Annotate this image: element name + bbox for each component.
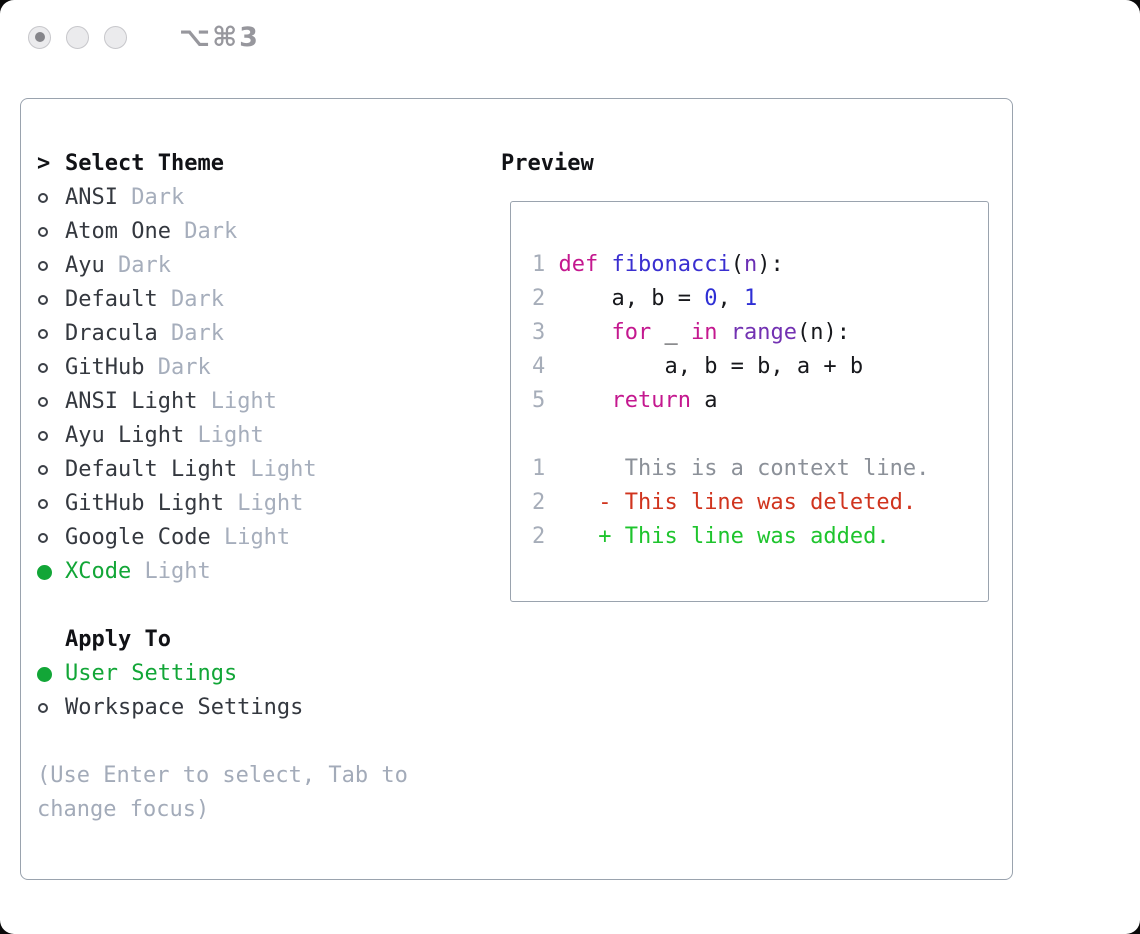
theme-option-label: Default: [65, 287, 158, 312]
theme-option-tag: Dark: [157, 321, 224, 346]
theme-option-label: XCode: [65, 559, 132, 584]
line-number: 2: [532, 524, 546, 549]
radio-selected-icon: [37, 667, 65, 682]
preview-title: Preview: [501, 151, 594, 176]
code-token: range: [730, 320, 797, 345]
code-preview: [532, 248, 988, 554]
theme-option[interactable]: [37, 487, 501, 521]
radio-unselected-icon: [37, 397, 65, 407]
prompt-icon: >: [37, 151, 51, 176]
code-line: [532, 384, 988, 418]
select-theme-header-row: [37, 147, 501, 181]
apply-to-list: [37, 657, 501, 725]
theme-option-label: GitHub: [65, 355, 145, 380]
theme-option-tag: Light: [210, 525, 291, 550]
code-token: [545, 320, 611, 345]
theme-option[interactable]: [37, 351, 501, 385]
apply-to-option-label: Workspace Settings: [65, 695, 304, 720]
theme-option[interactable]: [37, 419, 501, 453]
radio-circle: [38, 193, 48, 203]
line-number: 5: [532, 388, 546, 413]
code-token: (: [730, 252, 744, 277]
code-token: a, b =: [545, 286, 705, 311]
radio-unselected-icon: [37, 431, 65, 441]
code-token: [717, 320, 730, 345]
window-control-dot-icon[interactable]: [28, 26, 51, 49]
code-token: n: [743, 252, 758, 277]
theme-option-tag: Light: [131, 559, 211, 584]
theme-option-label: Ayu: [65, 253, 105, 278]
code-token: (n):: [796, 320, 850, 345]
theme-option-label: ANSI Light: [65, 389, 198, 414]
code-token: _: [651, 320, 691, 345]
theme-option[interactable]: [37, 283, 501, 317]
radio-circle: [37, 667, 52, 682]
radio-unselected-icon: [37, 533, 65, 543]
radio-unselected-icon: [37, 363, 65, 373]
radio-unselected-icon: [37, 227, 65, 237]
select-theme-title: Select Theme: [65, 151, 224, 176]
code-line: [532, 486, 988, 520]
line-number: 2: [532, 490, 546, 515]
theme-option-label: Ayu Light: [65, 423, 185, 448]
spacer: [37, 589, 501, 623]
theme-selector-panel: [20, 98, 1013, 880]
theme-option[interactable]: [37, 317, 501, 351]
code-token: in: [690, 320, 718, 345]
radio-unselected-icon: [37, 329, 65, 339]
theme-option-tag: Light: [184, 423, 264, 448]
code-token: + This line was added.: [545, 524, 890, 549]
code-token: 1: [743, 286, 758, 311]
theme-option-label: Dracula: [65, 321, 158, 346]
line-number: 1: [532, 456, 546, 481]
radio-circle: [38, 261, 48, 271]
radio-circle: [38, 703, 48, 713]
code-line: [532, 418, 988, 452]
code-token: fibonacci: [611, 252, 731, 277]
radio-unselected-icon: [37, 465, 65, 475]
help-text: (Use Enter to select, Tab to change focus): [37, 763, 408, 822]
theme-option[interactable]: [37, 215, 501, 249]
line-number: 2: [532, 286, 546, 311]
code-token: [545, 252, 558, 277]
theme-option-label: Atom One: [65, 219, 171, 244]
apply-to-option[interactable]: [37, 691, 501, 725]
theme-option-tag: Dark: [144, 355, 211, 380]
theme-option[interactable]: [37, 181, 501, 215]
radio-circle: [38, 431, 48, 441]
code-token: - This line was deleted.: [545, 490, 917, 515]
theme-option-tag: Dark: [117, 185, 185, 210]
window-controls: [28, 26, 127, 49]
code-token: This is a context line.: [545, 456, 930, 481]
radio-circle: [38, 295, 48, 305]
code-token: ,: [717, 286, 744, 311]
apply-to-option-label: User Settings: [65, 661, 238, 686]
theme-option-tag: Dark: [157, 287, 224, 312]
theme-list: [37, 181, 501, 589]
code-token: for: [611, 320, 652, 345]
theme-option-label: Default Light: [65, 457, 238, 482]
code-token: ):: [757, 252, 784, 277]
theme-option[interactable]: [37, 521, 501, 555]
radio-circle: [38, 499, 48, 509]
apply-to-option[interactable]: [37, 657, 501, 691]
radio-unselected-icon: [37, 703, 65, 713]
apply-to-header-row: [37, 623, 501, 657]
theme-option-tag: Light: [197, 389, 277, 414]
spacer: [37, 725, 501, 759]
window-shortcut-label: ⌥⌘3: [179, 21, 260, 53]
theme-option-tag: Light: [223, 491, 304, 516]
theme-option-tag: Light: [237, 457, 317, 482]
radio-unselected-icon: [37, 193, 65, 203]
active-dot-icon: [35, 32, 45, 42]
code-token: 0: [704, 286, 718, 311]
code-token: a: [690, 388, 718, 413]
preview-header-row: [501, 147, 1012, 181]
theme-option-label: GitHub Light: [65, 491, 224, 516]
radio-unselected-icon: [37, 261, 65, 271]
theme-option-tag: Dark: [104, 253, 171, 278]
theme-option-label: ANSI: [65, 185, 118, 210]
radio-circle: [38, 397, 48, 407]
radio-circle: [38, 363, 48, 373]
theme-option[interactable]: [37, 453, 501, 487]
code-line: [532, 248, 988, 282]
code-line: [532, 350, 988, 384]
radio-circle: [37, 565, 52, 580]
radio-circle: [38, 465, 48, 475]
theme-list-column: [37, 147, 501, 879]
code-line: [532, 282, 988, 316]
preview-column: [501, 147, 1012, 879]
theme-option[interactable]: [37, 385, 501, 419]
radio-selected-icon: [37, 565, 65, 580]
code-token: def: [558, 252, 599, 277]
code-line: [532, 316, 988, 350]
theme-option[interactable]: [37, 555, 501, 589]
code-token: return: [611, 388, 691, 413]
theme-option-label: Google Code: [65, 525, 211, 550]
radio-unselected-icon: [37, 499, 65, 509]
code-token: [598, 252, 611, 277]
code-line: [532, 452, 988, 486]
radio-unselected-icon: [37, 295, 65, 305]
titlebar: [0, 0, 1140, 74]
line-number: 1: [532, 252, 546, 277]
line-number: 4: [532, 354, 546, 379]
code-token: [545, 388, 611, 413]
code-token: a, b = b, a + b: [545, 354, 864, 379]
radio-circle: [38, 329, 48, 339]
window-control-icon[interactable]: [104, 26, 127, 49]
apply-to-title: Apply To: [65, 627, 171, 652]
theme-option[interactable]: [37, 249, 501, 283]
code-line: [532, 520, 988, 554]
theme-option-tag: Dark: [170, 219, 238, 244]
window-control-icon[interactable]: [66, 26, 89, 49]
preview-box: [510, 201, 989, 602]
radio-circle: [38, 227, 48, 237]
radio-circle: [38, 533, 48, 543]
line-number: 3: [532, 320, 546, 345]
